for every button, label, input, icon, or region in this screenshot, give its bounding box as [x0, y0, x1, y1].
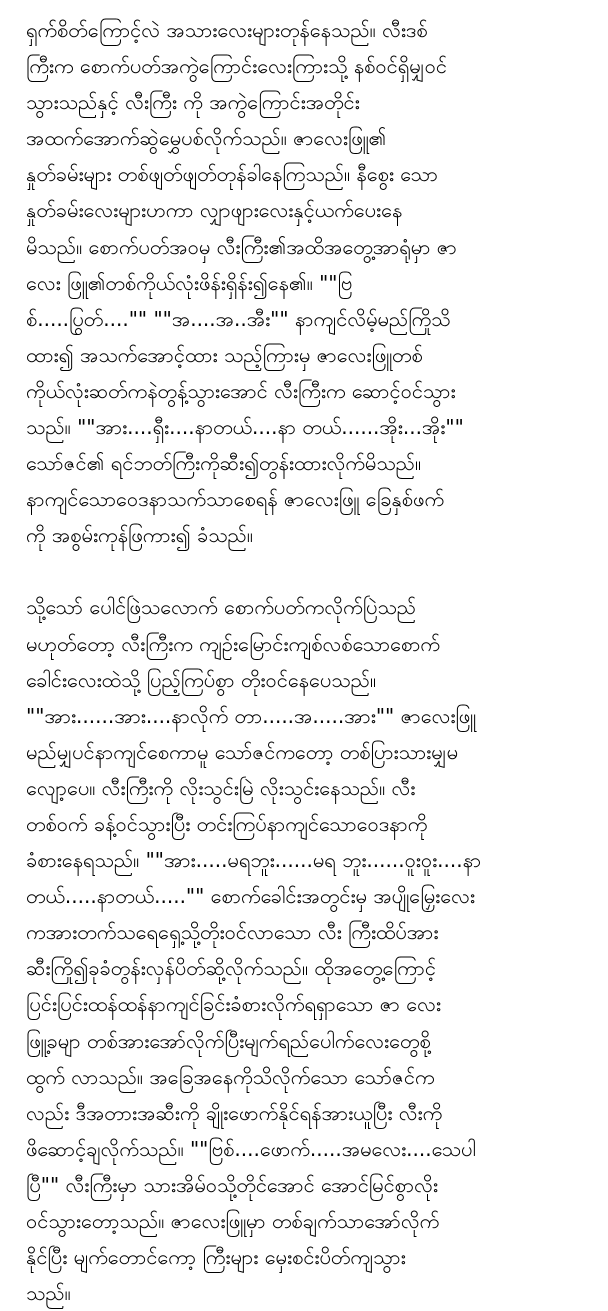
text-line: နိုင်ပြီး မျက်တောင်ကော့ ကြီးများ မှေးစင်းပိတ်ကျသွား	[26, 1245, 406, 1270]
text-line: ပြီ"" လီးကြီးမှာ သားအိမ်ဝသို့တိုင်အောင် အောင်မြင်စွာလိုး	[26, 1172, 438, 1197]
text-line: အထက်အောက်ဆွဲမွှေပစ်လိုက်သည်။ ဇာလေးဖြူ၏	[26, 126, 387, 151]
text-line: ဖြူ့ခမျာ တစ်အားအော်လိုက်ပြီးမျက်ရည်ပေါက်လေးတွေစို့	[26, 1028, 431, 1053]
text-line: ဆီးကြို၍ခုခံတွန်းလှန်ပိတ်ဆို့လိုက်သည်။ ထိုအတွေ့ကြောင့်	[26, 956, 436, 981]
text-line: ရှက်စိတ်ကြောင့်လဲ အသားလေးများတုန်နေသည်။ လီးဒစ်	[26, 18, 428, 42]
text-line: မည်မျှပင်နာကျင်စေကာမူ သော်ဇင်ကတော့ တစ်ပြားသားမျှမ	[26, 739, 459, 764]
text-line: ကအားတက်သရေရှေ့သို့တိုးဝင်လာသော လီး ကြီးထိပ်အား	[26, 920, 439, 945]
text-line: သော်ဇင်၏ ရင်ဘတ်ကြီးကိုဆီး၍တွန်းထားလိုက်မိသည်။	[26, 451, 422, 476]
text-line: သို့သော် ပေါင်ဖြဲသလောက် စောက်ပတ်ကလိုက်ပြဲသည်	[26, 595, 417, 620]
text-line: ခေါင်းလေးထဲသို့ ပြည့်ကြပ်စွာ တိုးဝင်နေပေသည်။	[26, 667, 377, 692]
text-line: ခံစားနေရသည်။ ""အား.....မရဘူး......မရ ဘူး......ဝူးဝူး....နာ	[26, 848, 482, 873]
text-line: ထွက် လာသည်။ အခြေအနေကိုသိလိုက်သော သော်ဇင်က	[26, 1064, 435, 1089]
text-line: လည်း ဒီအတားအဆီးကို ချိုးဖောက်နိုင်ရန်အားယူပြီး လီးကို	[26, 1100, 443, 1125]
text-line: မဟုတ်တော့ လီးကြီးက ကျဉ်းမြောင်းကျစ်လစ်သောစောက်	[26, 631, 441, 656]
text-line: တစ်ဝက် ခန့်ဝင်သွားပြီး တင်းကြပ်နာကျင်သောဝေဒနာကို	[26, 811, 428, 836]
text-line: မိသည်။ စောက်ပတ်အဝမှ လီးကြီး၏အထိအတွေ့အာရုံမှာ ဇာ	[26, 234, 457, 259]
text-line: နှုတ်ခမ်းများ တစ်ဖျတ်ဖျတ်တုန်ခါနေကြသည်။ နီစွေး သော	[26, 162, 438, 187]
paragraph-2	[26, 589, 582, 1311]
text-line: စ်.....ပြွတ်...."" ""အ....အ..အီး"" နာကျင်လိမ့်မည်ကြိုသိ	[26, 306, 451, 331]
text-line: ကိုယ်လုံးဆတ်ကနဲတွန့်သွားအောင် လီးကြီးက ဆောင့်ဝင်သွား	[26, 378, 456, 403]
text-line: သွားသည်နှင့် လီးကြီး ကို အကွဲကြောင်းအတိုင်း	[26, 90, 360, 115]
text-line: သည်။	[26, 1281, 71, 1306]
text-line: ကြီးက စောက်ပတ်အကွဲကြောင်းလေးကြားသို့ နစ်ဝင်ရှိမျှဝင်	[26, 54, 447, 79]
paragraph-gap	[26, 553, 582, 589]
text-line: ""အား......အား....နာလိုက် တာ.....အ.....အား"" ဇာလေးဖြူ	[26, 703, 476, 728]
text-line: လေး ဖြူ၏တစ်ကိုယ်လုံးဖိန်းရှိန်း၍နေ၏။ ""ဗြ	[26, 270, 353, 295]
text-line: ပြင်းပြင်းထန်ထန်နာကျင်ခြင်းခံစားလိုက်ရရှာသော ဇာ လေး	[26, 992, 441, 1017]
text-line: ဖိဆောင့်ချလိုက်သည်။ ""ဗြစ်....ဖောက်.....အမလေး....သေပါ	[26, 1136, 476, 1161]
text-line: နာကျင်သောဝေဒနာသက်သာစေရန် ဇာလေးဖြူ ခြေနှစ်ဖက်	[26, 487, 445, 512]
text-line: ဝင်သွားတော့သည်။ ဇာလေးဖြူမှာ တစ်ချက်သာအော်လိုက်	[26, 1209, 440, 1233]
text-line: နှုတ်ခမ်းလေးများဟကာ လျှာဖျားလေးနှင့်ယက်ပေးနေ	[26, 198, 403, 223]
text-line: သည်။ ""အား....ရှီး....နာတယ်....နာ တယ်......အိုး...အိုး""	[26, 415, 464, 440]
text-line: ထား၍ အသက်အောင့်ထား သည့်ကြားမှ ဇာလေးဖြူတစ်	[26, 342, 423, 367]
text-line: တယ်.....နာတယ်....."" စောက်ခေါင်းအတွင်းမှ အပျိုမြှေးလေး	[26, 884, 475, 909]
text-line: လျော့ပေ။ လီးကြီးကို လိုးသွင်းမြဲ လိုးသွင်းနေသည်။ လီး	[26, 775, 416, 800]
text-line: ကို အစွမ်းကုန်ဖြကား၍ ခံသည်။	[26, 523, 253, 548]
paragraph-1	[26, 12, 582, 553]
